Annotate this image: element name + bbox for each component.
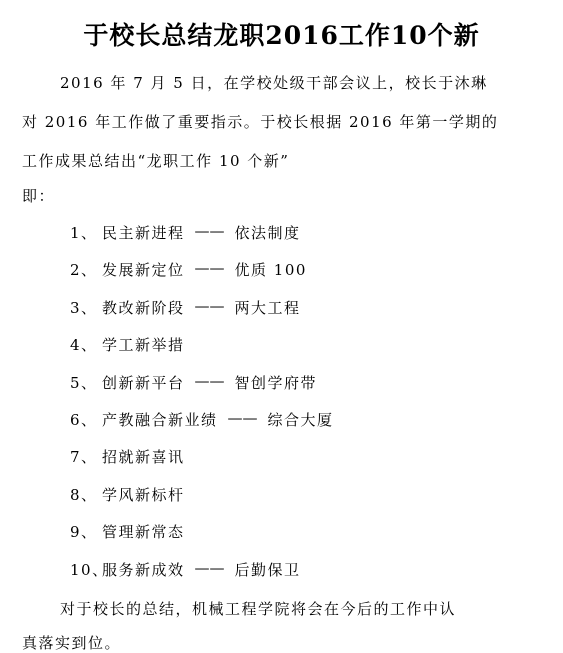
item-name: 教改新阶段 <box>102 298 185 317</box>
intro-line-4: 即： <box>22 187 56 205</box>
item-dash: —— <box>194 259 225 278</box>
item-name: 服务新成效 <box>102 560 185 579</box>
item-number: 8、 <box>70 485 98 504</box>
closing-line-1: 对于校长的总结，机械工程学院将会在今后的工作中认 <box>60 600 457 618</box>
list-item <box>70 559 334 596</box>
item-name: 招就新喜讯 <box>102 448 185 467</box>
item-number: 7、 <box>70 448 98 467</box>
list-item <box>70 372 334 409</box>
closing-line-2: 真落实到位。 <box>22 634 122 652</box>
item-number: 2、 <box>70 261 98 280</box>
list-item <box>70 334 334 371</box>
item-detail: 依法制度 <box>234 224 301 242</box>
item-number: 3、 <box>70 298 98 317</box>
list-item <box>70 484 334 521</box>
item-detail: 综合大厦 <box>267 410 334 429</box>
list-item <box>70 297 334 334</box>
item-number: 4、 <box>70 336 98 355</box>
intro-line-1: 2016 年 7 月 5 日，在学校处级干部会议上，校长于沐琳 <box>60 74 488 92</box>
item-detail: 后勤保卫 <box>234 560 301 579</box>
document-title: 于校长总结龙职2016工作10个新 <box>83 21 480 50</box>
intro-line-3: 工作成果总结出“龙职工作 10 个新” <box>22 152 290 170</box>
item-dash: —— <box>227 408 258 427</box>
item-name: 发展新定位 <box>102 261 185 280</box>
list-item <box>70 521 334 558</box>
list-item <box>70 259 334 296</box>
list-item <box>70 222 334 259</box>
item-detail: 优质 100 <box>234 261 307 280</box>
list-item <box>70 409 334 446</box>
item-name: 学工新举措 <box>102 336 185 355</box>
list-item <box>70 446 334 483</box>
item-dash: —— <box>194 558 225 577</box>
item-detail: 智创学府带 <box>234 373 318 392</box>
item-number: 1、 <box>70 224 98 242</box>
item-dash: —— <box>194 222 225 240</box>
item-number: 10、 <box>70 560 109 579</box>
ten-new-list <box>70 222 334 596</box>
item-number: 6、 <box>70 410 98 429</box>
intro-line-2: 对 2016 年工作做了重要指示。于校长根据 2016 年第一学期的 <box>22 113 499 131</box>
item-name: 创新新平台 <box>102 373 185 392</box>
item-name: 民主新进程 <box>102 224 185 242</box>
item-dash: —— <box>194 296 225 315</box>
item-name: 学风新标杆 <box>102 485 185 504</box>
item-number: 5、 <box>70 373 98 392</box>
item-number: 9、 <box>70 523 98 542</box>
item-dash: —— <box>194 371 225 390</box>
item-name: 管理新常态 <box>102 523 185 542</box>
item-name: 产教融合新业绩 <box>102 410 218 429</box>
item-detail: 两大工程 <box>234 298 301 317</box>
